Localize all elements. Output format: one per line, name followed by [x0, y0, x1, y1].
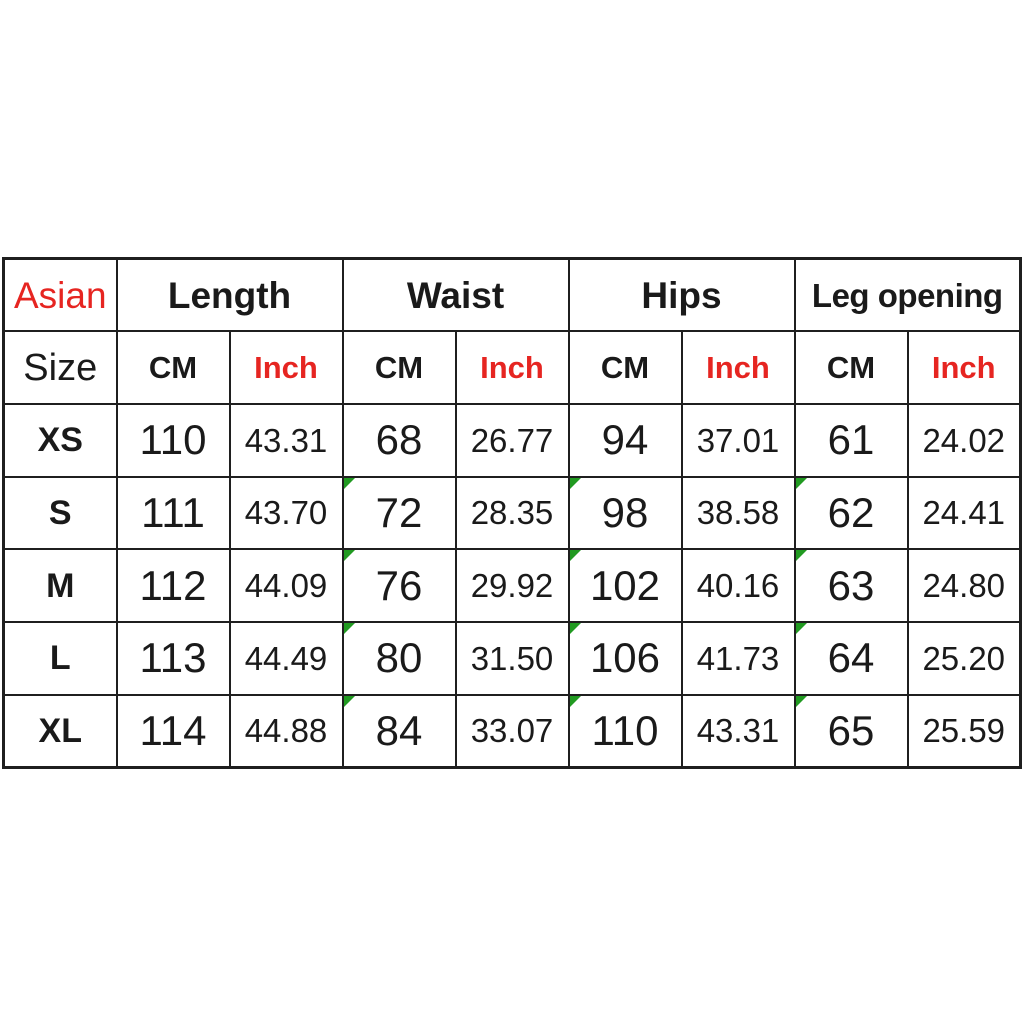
- size-value: M: [4, 549, 117, 622]
- waist-cm-value: 80: [343, 622, 456, 695]
- hips-inch-value: 41.73: [682, 622, 795, 695]
- row-s: [4, 477, 1021, 550]
- leg-cm-value: 65: [795, 695, 908, 768]
- length-cm-value: 114: [117, 695, 230, 768]
- error-marker-icon: [796, 550, 807, 561]
- group-header-row: [4, 259, 1021, 332]
- size-value: S: [4, 477, 117, 550]
- error-marker-icon: [344, 623, 355, 634]
- length-inch-value: 44.09: [230, 549, 343, 622]
- hips-inch-value: 37.01: [682, 404, 795, 477]
- hips-cm-value: 94: [569, 404, 682, 477]
- waist-inch-value: 28.35: [456, 477, 569, 550]
- waist-cm-value: 76: [343, 549, 456, 622]
- hips-inch-value: 40.16: [682, 549, 795, 622]
- group-header-leg-opening: Leg opening: [795, 259, 1021, 332]
- hips-inch-value: 43.31: [682, 695, 795, 768]
- row-l: [4, 622, 1021, 695]
- error-marker-icon: [570, 478, 581, 489]
- row-xs: [4, 404, 1021, 477]
- waist-cm-value: 68: [343, 404, 456, 477]
- waist-cm-value: 72: [343, 477, 456, 550]
- leg-inch-value: 25.59: [908, 695, 1021, 768]
- length-cm-header: CM: [117, 331, 230, 404]
- size-label: Size: [4, 331, 117, 404]
- hips-cm-value: 102: [569, 549, 682, 622]
- error-marker-icon: [570, 623, 581, 634]
- error-marker-icon: [344, 478, 355, 489]
- leg-cm-value: 62: [795, 477, 908, 550]
- error-marker-icon: [796, 623, 807, 634]
- error-marker-icon: [344, 696, 355, 707]
- length-cm-value: 112: [117, 549, 230, 622]
- leg-inch-value: 25.20: [908, 622, 1021, 695]
- leg-cm-value: 64: [795, 622, 908, 695]
- waist-cm-value: 84: [343, 695, 456, 768]
- length-inch-value: 43.31: [230, 404, 343, 477]
- group-header-length: Length: [117, 259, 343, 332]
- size-chart-table: [2, 257, 1022, 769]
- waist-inch-value: 33.07: [456, 695, 569, 768]
- length-cm-value: 110: [117, 404, 230, 477]
- length-cm-value: 113: [117, 622, 230, 695]
- length-inch-value: 44.49: [230, 622, 343, 695]
- error-marker-icon: [796, 478, 807, 489]
- asian-label: Asian: [4, 259, 117, 332]
- waist-inch-value: 29.92: [456, 549, 569, 622]
- hips-cm-value: 110: [569, 695, 682, 768]
- waist-inch-header: Inch: [456, 331, 569, 404]
- error-marker-icon: [344, 550, 355, 561]
- hips-cm-header: CM: [569, 331, 682, 404]
- size-value: L: [4, 622, 117, 695]
- row-xl: [4, 695, 1021, 768]
- length-inch-value: 43.70: [230, 477, 343, 550]
- leg-inch-header: Inch: [908, 331, 1021, 404]
- group-header-waist: Waist: [343, 259, 569, 332]
- error-marker-icon: [796, 696, 807, 707]
- waist-inch-value: 31.50: [456, 622, 569, 695]
- hips-inch-value: 38.58: [682, 477, 795, 550]
- waist-cm-header: CM: [343, 331, 456, 404]
- length-inch-header: Inch: [230, 331, 343, 404]
- error-marker-icon: [570, 550, 581, 561]
- group-header-hips: Hips: [569, 259, 795, 332]
- leg-inch-value: 24.41: [908, 477, 1021, 550]
- error-marker-icon: [570, 696, 581, 707]
- leg-cm-header: CM: [795, 331, 908, 404]
- size-value: XL: [4, 695, 117, 768]
- leg-inch-value: 24.02: [908, 404, 1021, 477]
- hips-inch-header: Inch: [682, 331, 795, 404]
- size-value: XS: [4, 404, 117, 477]
- leg-cm-value: 61: [795, 404, 908, 477]
- row-m: [4, 549, 1021, 622]
- leg-inch-value: 24.80: [908, 549, 1021, 622]
- hips-cm-value: 106: [569, 622, 682, 695]
- waist-inch-value: 26.77: [456, 404, 569, 477]
- leg-cm-value: 63: [795, 549, 908, 622]
- length-cm-value: 111: [117, 477, 230, 550]
- unit-header-row: [4, 331, 1021, 404]
- length-inch-value: 44.88: [230, 695, 343, 768]
- hips-cm-value: 98: [569, 477, 682, 550]
